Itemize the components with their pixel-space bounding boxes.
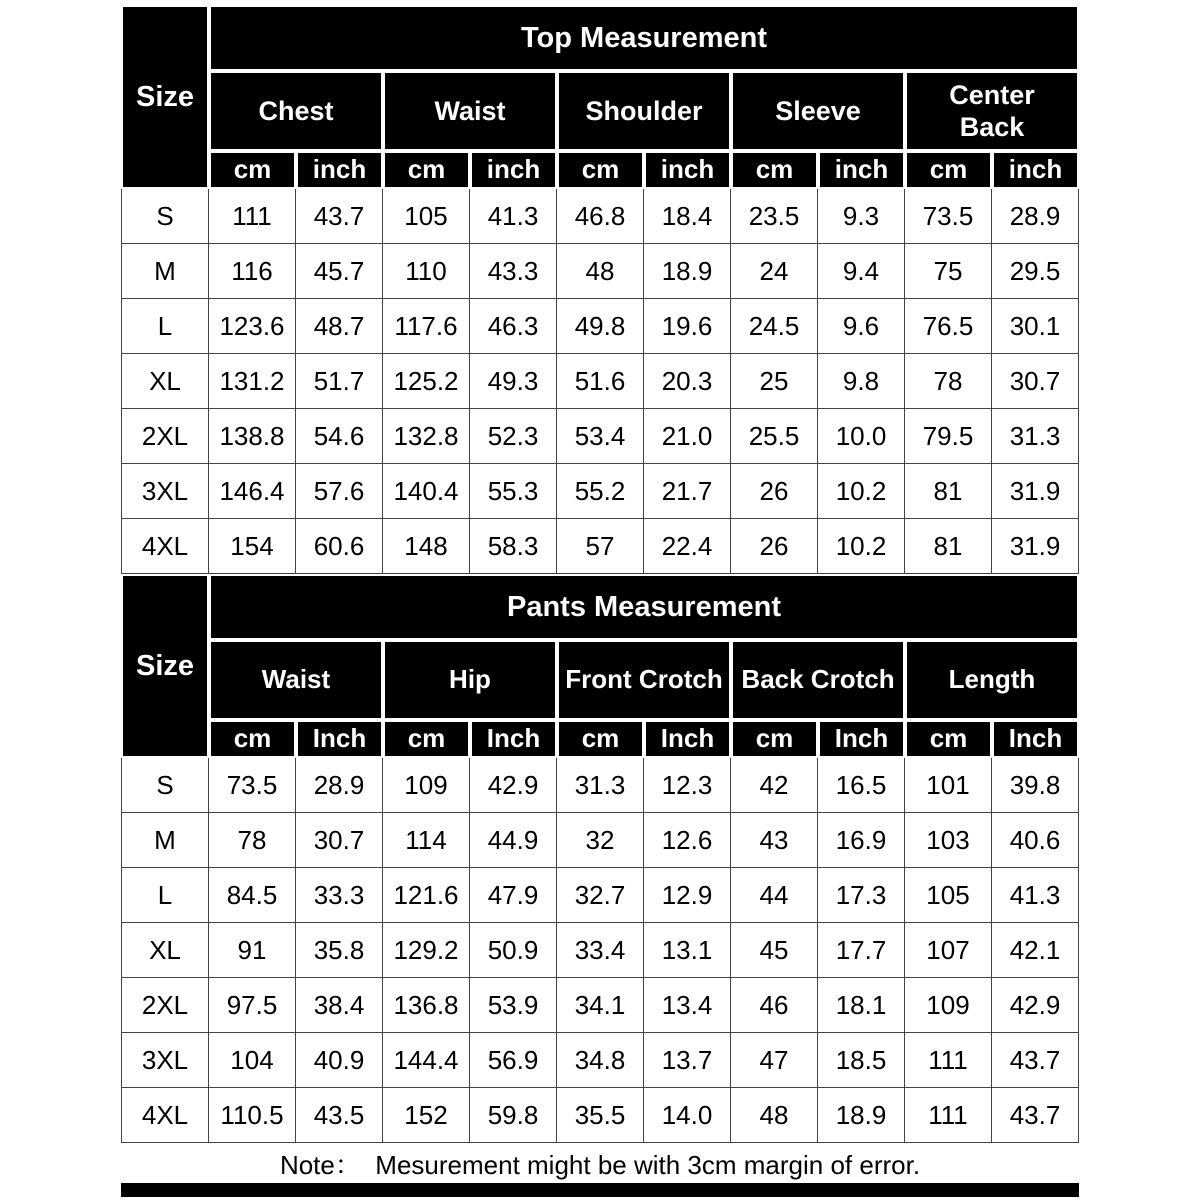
value-cell: 105 bbox=[905, 868, 992, 923]
value-cell: 49.8 bbox=[557, 299, 644, 354]
value-cell: 43.7 bbox=[992, 1033, 1079, 1088]
value-cell: 152 bbox=[383, 1088, 470, 1143]
value-cell: 31.3 bbox=[992, 409, 1079, 464]
value-cell: 9.4 bbox=[818, 244, 905, 299]
group-header-waist: Waist bbox=[209, 640, 383, 720]
unit-header-inch: Inch bbox=[296, 720, 383, 758]
value-cell: 50.9 bbox=[470, 923, 557, 978]
value-cell: 47 bbox=[731, 1033, 818, 1088]
size-row-xl bbox=[121, 354, 1079, 409]
value-cell: 125.2 bbox=[383, 354, 470, 409]
value-cell: 26 bbox=[731, 519, 818, 574]
value-cell: 20.3 bbox=[644, 354, 731, 409]
size-cell: 4XL bbox=[121, 519, 209, 574]
size-cell: 3XL bbox=[121, 464, 209, 519]
value-cell: 35.8 bbox=[296, 923, 383, 978]
unit-header-cm: cm bbox=[905, 720, 992, 758]
group-header-chest: Chest bbox=[209, 71, 383, 151]
group-header-center-back: Center Back bbox=[905, 71, 1079, 151]
group-header-hip: Hip bbox=[383, 640, 557, 720]
value-cell: 43 bbox=[731, 813, 818, 868]
size-row-s bbox=[121, 758, 1079, 813]
value-cell: 43.3 bbox=[470, 244, 557, 299]
unit-header-inch: Inch bbox=[470, 720, 557, 758]
value-cell: 111 bbox=[905, 1088, 992, 1143]
top-table-title-row bbox=[121, 5, 1079, 71]
value-cell: 41.3 bbox=[992, 868, 1079, 923]
value-cell: 22.4 bbox=[644, 519, 731, 574]
size-row-3xl bbox=[121, 1033, 1079, 1088]
value-cell: 91 bbox=[209, 923, 296, 978]
size-row-l bbox=[121, 868, 1079, 923]
note-row bbox=[121, 1143, 1079, 1183]
value-cell: 18.9 bbox=[644, 244, 731, 299]
value-cell: 146.4 bbox=[209, 464, 296, 519]
value-cell: 78 bbox=[905, 354, 992, 409]
top-table-title: Top Measurement bbox=[209, 5, 1079, 71]
value-cell: 132.8 bbox=[383, 409, 470, 464]
unit-header-cm: cm bbox=[731, 151, 818, 189]
group-header-sleeve: Sleeve bbox=[731, 71, 905, 151]
top-table-body bbox=[121, 189, 1079, 574]
group-header-back-crotch: Back Crotch bbox=[731, 640, 905, 720]
value-cell: 109 bbox=[383, 758, 470, 813]
value-cell: 78 bbox=[209, 813, 296, 868]
value-cell: 59.8 bbox=[470, 1088, 557, 1143]
value-cell: 51.6 bbox=[557, 354, 644, 409]
size-row-m bbox=[121, 244, 1079, 299]
unit-header-inch: Inch bbox=[644, 720, 731, 758]
value-cell: 30.7 bbox=[296, 813, 383, 868]
value-cell: 31.3 bbox=[557, 758, 644, 813]
value-cell: 46 bbox=[731, 978, 818, 1033]
value-cell: 109 bbox=[905, 978, 992, 1033]
value-cell: 54.6 bbox=[296, 409, 383, 464]
value-cell: 24 bbox=[731, 244, 818, 299]
value-cell: 43.7 bbox=[296, 189, 383, 244]
value-cell: 9.8 bbox=[818, 354, 905, 409]
value-cell: 81 bbox=[905, 464, 992, 519]
unit-header-cm: cm bbox=[209, 151, 296, 189]
value-cell: 75 bbox=[905, 244, 992, 299]
size-row-2xl bbox=[121, 409, 1079, 464]
value-cell: 28.9 bbox=[992, 189, 1079, 244]
value-cell: 107 bbox=[905, 923, 992, 978]
value-cell: 42.9 bbox=[470, 758, 557, 813]
pants-table-body bbox=[121, 758, 1079, 1143]
value-cell: 30.7 bbox=[992, 354, 1079, 409]
value-cell: 10.2 bbox=[818, 519, 905, 574]
value-cell: 45 bbox=[731, 923, 818, 978]
value-cell: 123.6 bbox=[209, 299, 296, 354]
value-cell: 34.8 bbox=[557, 1033, 644, 1088]
note-text: Note： Mesurement might be with 3cm margin of error. bbox=[279, 1149, 921, 1180]
value-cell: 26 bbox=[731, 464, 818, 519]
value-cell: 55.2 bbox=[557, 464, 644, 519]
unit-header-inch: inch bbox=[818, 151, 905, 189]
group-header-waist: Waist bbox=[383, 71, 557, 151]
value-cell: 60.6 bbox=[296, 519, 383, 574]
group-header-front-crotch: Front Crotch bbox=[557, 640, 731, 720]
value-cell: 9.3 bbox=[818, 189, 905, 244]
value-cell: 18.1 bbox=[818, 978, 905, 1033]
value-cell: 28.9 bbox=[296, 758, 383, 813]
value-cell: 25.5 bbox=[731, 409, 818, 464]
size-row-4xl bbox=[121, 519, 1079, 574]
value-cell: 23.5 bbox=[731, 189, 818, 244]
size-row-l bbox=[121, 299, 1079, 354]
size-cell: 2XL bbox=[121, 409, 209, 464]
value-cell: 12.3 bbox=[644, 758, 731, 813]
value-cell: 21.7 bbox=[644, 464, 731, 519]
value-cell: 73.5 bbox=[209, 758, 296, 813]
value-cell: 42.9 bbox=[992, 978, 1079, 1033]
value-cell: 41.3 bbox=[470, 189, 557, 244]
value-cell: 114 bbox=[383, 813, 470, 868]
value-cell: 19.6 bbox=[644, 299, 731, 354]
value-cell: 105 bbox=[383, 189, 470, 244]
value-cell: 30.1 bbox=[992, 299, 1079, 354]
top-size-column-header: Size bbox=[121, 5, 209, 189]
size-cell: S bbox=[121, 189, 209, 244]
value-cell: 18.5 bbox=[818, 1033, 905, 1088]
value-cell: 129.2 bbox=[383, 923, 470, 978]
value-cell: 44.9 bbox=[470, 813, 557, 868]
value-cell: 16.5 bbox=[818, 758, 905, 813]
size-cell: S bbox=[121, 758, 209, 813]
value-cell: 55.3 bbox=[470, 464, 557, 519]
size-row-s bbox=[121, 189, 1079, 244]
value-cell: 136.8 bbox=[383, 978, 470, 1033]
value-cell: 131.2 bbox=[209, 354, 296, 409]
value-cell: 138.8 bbox=[209, 409, 296, 464]
value-cell: 32 bbox=[557, 813, 644, 868]
value-cell: 43.7 bbox=[992, 1088, 1079, 1143]
value-cell: 79.5 bbox=[905, 409, 992, 464]
value-cell: 13.7 bbox=[644, 1033, 731, 1088]
unit-header-cm: cm bbox=[731, 720, 818, 758]
size-cell: L bbox=[121, 868, 209, 923]
value-cell: 52.3 bbox=[470, 409, 557, 464]
value-cell: 31.9 bbox=[992, 464, 1079, 519]
pants-table-title-row bbox=[121, 574, 1079, 640]
size-cell: 2XL bbox=[121, 978, 209, 1033]
unit-header-cm: cm bbox=[383, 151, 470, 189]
value-cell: 13.1 bbox=[644, 923, 731, 978]
pants-group-header-row bbox=[121, 640, 1079, 720]
pants-unit-header-row bbox=[121, 720, 1079, 758]
value-cell: 33.3 bbox=[296, 868, 383, 923]
top-group-header-row bbox=[121, 71, 1079, 151]
value-cell: 144.4 bbox=[383, 1033, 470, 1088]
value-cell: 110 bbox=[383, 244, 470, 299]
value-cell: 43.5 bbox=[296, 1088, 383, 1143]
value-cell: 25 bbox=[731, 354, 818, 409]
value-cell: 31.9 bbox=[992, 519, 1079, 574]
value-cell: 57 bbox=[557, 519, 644, 574]
unit-header-cm: cm bbox=[209, 720, 296, 758]
unit-header-cm: cm bbox=[557, 720, 644, 758]
value-cell: 32.7 bbox=[557, 868, 644, 923]
size-cell: 4XL bbox=[121, 1088, 209, 1143]
unit-header-inch: Inch bbox=[992, 720, 1079, 758]
value-cell: 34.1 bbox=[557, 978, 644, 1033]
value-cell: 148 bbox=[383, 519, 470, 574]
value-cell: 42 bbox=[731, 758, 818, 813]
unit-header-inch: inch bbox=[470, 151, 557, 189]
value-cell: 154 bbox=[209, 519, 296, 574]
value-cell: 33.4 bbox=[557, 923, 644, 978]
unit-header-inch: inch bbox=[992, 151, 1079, 189]
value-cell: 81 bbox=[905, 519, 992, 574]
pants-table-title: Pants Measurement bbox=[209, 574, 1079, 640]
value-cell: 12.6 bbox=[644, 813, 731, 868]
value-cell: 51.7 bbox=[296, 354, 383, 409]
value-cell: 12.9 bbox=[644, 868, 731, 923]
value-cell: 42.1 bbox=[992, 923, 1079, 978]
bottom-bar bbox=[121, 1183, 1079, 1197]
value-cell: 73.5 bbox=[905, 189, 992, 244]
size-row-2xl bbox=[121, 978, 1079, 1033]
size-row-m bbox=[121, 813, 1079, 868]
value-cell: 101 bbox=[905, 758, 992, 813]
value-cell: 18.4 bbox=[644, 189, 731, 244]
size-cell: M bbox=[121, 813, 209, 868]
value-cell: 84.5 bbox=[209, 868, 296, 923]
size-cell: XL bbox=[121, 923, 209, 978]
value-cell: 35.5 bbox=[557, 1088, 644, 1143]
value-cell: 14.0 bbox=[644, 1088, 731, 1143]
unit-header-inch: Inch bbox=[818, 720, 905, 758]
pants-measurement-table bbox=[121, 574, 1079, 1143]
value-cell: 76.5 bbox=[905, 299, 992, 354]
top-unit-header-row bbox=[121, 151, 1079, 189]
value-cell: 10.2 bbox=[818, 464, 905, 519]
value-cell: 48 bbox=[557, 244, 644, 299]
value-cell: 48.7 bbox=[296, 299, 383, 354]
size-cell: L bbox=[121, 299, 209, 354]
value-cell: 21.0 bbox=[644, 409, 731, 464]
value-cell: 38.4 bbox=[296, 978, 383, 1033]
value-cell: 48 bbox=[731, 1088, 818, 1143]
value-cell: 49.3 bbox=[470, 354, 557, 409]
size-cell: M bbox=[121, 244, 209, 299]
unit-header-cm: cm bbox=[383, 720, 470, 758]
value-cell: 17.3 bbox=[818, 868, 905, 923]
pants-size-column-header: Size bbox=[121, 574, 209, 758]
unit-header-inch: inch bbox=[644, 151, 731, 189]
value-cell: 103 bbox=[905, 813, 992, 868]
group-header-shoulder: Shoulder bbox=[557, 71, 731, 151]
value-cell: 116 bbox=[209, 244, 296, 299]
size-cell: 3XL bbox=[121, 1033, 209, 1088]
size-row-3xl bbox=[121, 464, 1079, 519]
size-row-4xl bbox=[121, 1088, 1079, 1143]
value-cell: 39.8 bbox=[992, 758, 1079, 813]
value-cell: 121.6 bbox=[383, 868, 470, 923]
value-cell: 46.3 bbox=[470, 299, 557, 354]
value-cell: 46.8 bbox=[557, 189, 644, 244]
value-cell: 47.9 bbox=[470, 868, 557, 923]
value-cell: 44 bbox=[731, 868, 818, 923]
value-cell: 24.5 bbox=[731, 299, 818, 354]
value-cell: 10.0 bbox=[818, 409, 905, 464]
value-cell: 110.5 bbox=[209, 1088, 296, 1143]
value-cell: 53.4 bbox=[557, 409, 644, 464]
value-cell: 29.5 bbox=[992, 244, 1079, 299]
value-cell: 56.9 bbox=[470, 1033, 557, 1088]
value-cell: 97.5 bbox=[209, 978, 296, 1033]
unit-header-cm: cm bbox=[557, 151, 644, 189]
value-cell: 17.7 bbox=[818, 923, 905, 978]
top-measurement-table bbox=[121, 5, 1079, 574]
value-cell: 117.6 bbox=[383, 299, 470, 354]
value-cell: 111 bbox=[905, 1033, 992, 1088]
value-cell: 45.7 bbox=[296, 244, 383, 299]
unit-header-cm: cm bbox=[905, 151, 992, 189]
unit-header-inch: inch bbox=[296, 151, 383, 189]
value-cell: 40.9 bbox=[296, 1033, 383, 1088]
size-row-xl bbox=[121, 923, 1079, 978]
value-cell: 16.9 bbox=[818, 813, 905, 868]
value-cell: 140.4 bbox=[383, 464, 470, 519]
value-cell: 13.4 bbox=[644, 978, 731, 1033]
value-cell: 104 bbox=[209, 1033, 296, 1088]
group-header-length: Length bbox=[905, 640, 1079, 720]
size-cell: XL bbox=[121, 354, 209, 409]
value-cell: 57.6 bbox=[296, 464, 383, 519]
value-cell: 40.6 bbox=[992, 813, 1079, 868]
value-cell: 58.3 bbox=[470, 519, 557, 574]
value-cell: 53.9 bbox=[470, 978, 557, 1033]
value-cell: 111 bbox=[209, 189, 296, 244]
value-cell: 18.9 bbox=[818, 1088, 905, 1143]
value-cell: 9.6 bbox=[818, 299, 905, 354]
